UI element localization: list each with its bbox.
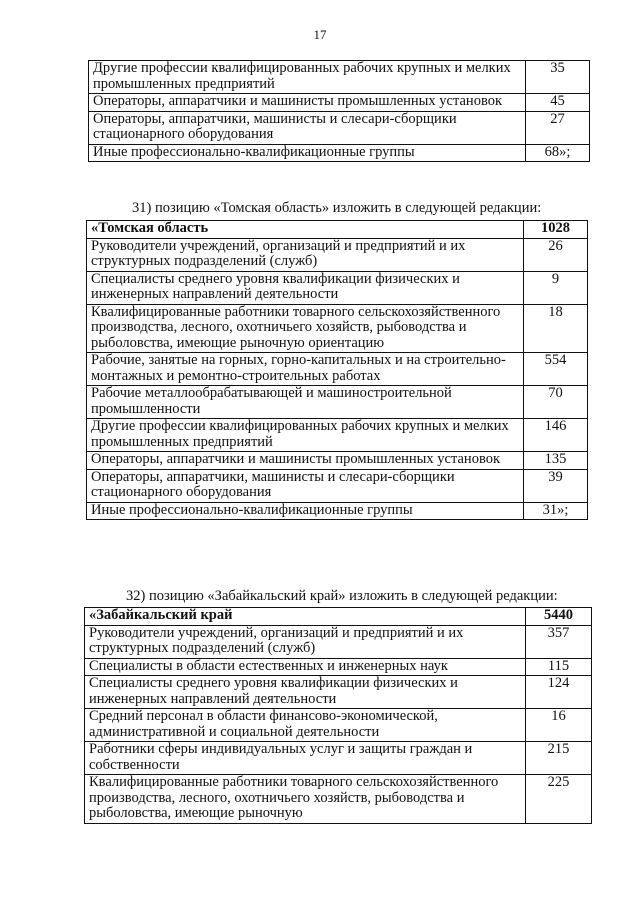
table-zabaikalsky [84, 607, 592, 824]
row-value: 225 [526, 775, 592, 824]
table-row [85, 709, 592, 742]
page-number: 17 [313, 27, 327, 42]
row-value: 18 [524, 304, 588, 353]
table-row [87, 502, 588, 520]
row-value: 26 [524, 238, 588, 271]
table-row [87, 452, 588, 470]
row-label: Квалифицированные работники товарного сельскохозяйственного производства, лесного, охотничьего хозяйств, рыбоводства и рыболовства, имеющие рыночную [85, 775, 526, 824]
table-row [87, 353, 588, 386]
row-label: Иные профессионально-квалификационные группы [87, 502, 524, 520]
row-value: 39 [524, 469, 588, 502]
row-value: 27 [526, 111, 590, 144]
row-value: 115 [526, 658, 592, 676]
row-value: 16 [526, 709, 592, 742]
row-label: Руководители учреждений, организаций и предприятий и их структурных подразделений (служб) [87, 238, 524, 271]
table-row [89, 111, 590, 144]
section-32-intro: 32) позицию «Забайкальский край» изложить в следующей редакции: [126, 588, 558, 604]
row-label: Операторы, аппаратчики, машинисты и слесари-сборщики стационарного оборудования [87, 469, 524, 502]
table-row [85, 625, 592, 658]
row-label: Специалисты среднего уровня квалификации физических и инженерных направлений деятельности [87, 271, 524, 304]
table-tomsk [86, 220, 588, 520]
row-label: Рабочие, занятые на горных, горно-капитальных и на строительно-монтажных и ремонтно-строительных работах [87, 353, 524, 386]
row-label: Квалифицированные работники товарного сельскохозяйственного производства, лесного, охотничьего хозяйств, рыбоводства и рыболовства, имеющие рыночную ориентацию [87, 304, 524, 353]
table-row [85, 658, 592, 676]
row-value: 135 [524, 452, 588, 470]
table-row [87, 469, 588, 502]
section-31-intro: 31) позицию «Томская область» изложить в следующей редакции: [132, 200, 542, 216]
row-label: Специалисты среднего уровня квалификации физических и инженерных направлений деятельности [85, 676, 526, 709]
table-row [87, 419, 588, 452]
table-header-row [85, 608, 592, 626]
row-label: Руководители учреждений, организаций и предприятий и их структурных подразделений (служб) [85, 625, 526, 658]
region-total: 1028 [524, 221, 588, 239]
row-value: 146 [524, 419, 588, 452]
table-row [85, 676, 592, 709]
row-label: Операторы, аппаратчики и машинисты промышленных установок [87, 452, 524, 470]
table-row [85, 742, 592, 775]
table-row [85, 775, 592, 824]
table-row [87, 304, 588, 353]
row-label: Другие профессии квалифицированных рабочих крупных и мелких промышленных предприятий [89, 61, 526, 94]
table-row [89, 144, 590, 162]
row-value: 9 [524, 271, 588, 304]
row-label: Рабочие металлообрабатывающей и машиностроительной промышленности [87, 386, 524, 419]
table-row [89, 61, 590, 94]
table-header-row [87, 221, 588, 239]
row-value: 124 [526, 676, 592, 709]
row-value: 31»; [524, 502, 588, 520]
row-value: 45 [526, 94, 590, 112]
table-row [89, 94, 590, 112]
row-value: 215 [526, 742, 592, 775]
table-row [87, 238, 588, 271]
row-label: Операторы, аппаратчики, машинисты и слесари-сборщики стационарного оборудования [89, 111, 526, 144]
region-name: «Забайкальский край [85, 608, 526, 626]
row-value: 70 [524, 386, 588, 419]
region-name: «Томская область [87, 221, 524, 239]
row-value: 68»; [526, 144, 590, 162]
row-label: Специалисты в области естественных и инженерных наук [85, 658, 526, 676]
table-top-continuation [88, 60, 590, 162]
row-label: Работники сферы индивидуальных услуг и защиты граждан и собственности [85, 742, 526, 775]
row-label: Операторы, аппаратчики и машинисты промышленных установок [89, 94, 526, 112]
row-value: 35 [526, 61, 590, 94]
table-row [87, 271, 588, 304]
row-label: Другие профессии квалифицированных рабочих крупных и мелких промышленных предприятий [87, 419, 524, 452]
row-value: 357 [526, 625, 592, 658]
row-label: Иные профессионально-квалификационные группы [89, 144, 526, 162]
row-label: Средний персонал в области финансово-экономической, административной и социальной деятельности [85, 709, 526, 742]
row-value: 554 [524, 353, 588, 386]
table-row [87, 386, 588, 419]
region-total: 5440 [526, 608, 592, 626]
